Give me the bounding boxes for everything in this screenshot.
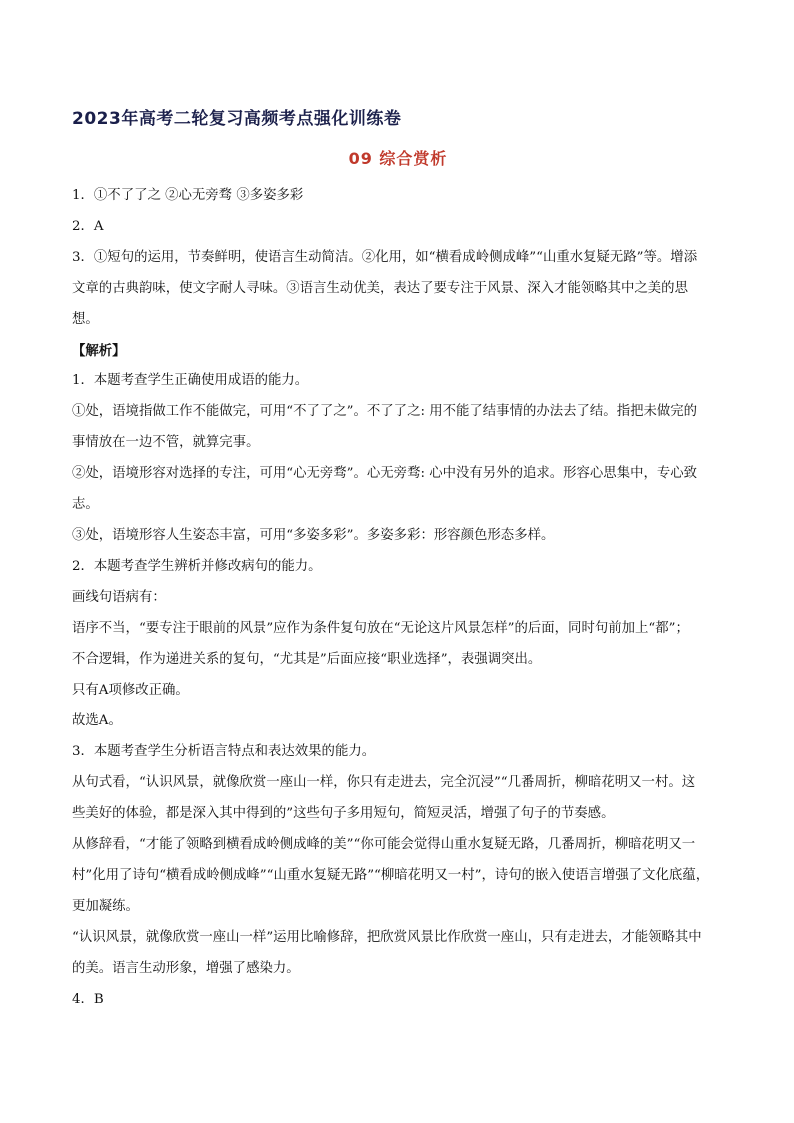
doc-subtitle: 09 综合赏析 bbox=[348, 149, 448, 168]
analysis-header: 【解析】 bbox=[72, 342, 126, 359]
answer-line: 1．①不了了之 ②心无旁骛 ③多姿多彩 bbox=[72, 188, 304, 203]
analysis-line: 不合逻辑，作为递进关系的复句，“尤其是”后面应接“职业选择”，表强调突出。 bbox=[72, 651, 542, 667]
analysis-line: 语序不当，“要专注于眼前的风景”应作为条件复句放在“无论这片风景怎样”的后面，同时句前加上“都”； bbox=[72, 620, 689, 636]
analysis-line: 志。 bbox=[72, 497, 99, 513]
analysis-line: 更加凝练。 bbox=[72, 898, 139, 914]
analysis-line: 只有A项修改正确。 bbox=[72, 682, 189, 698]
doc-body bbox=[72, 181, 724, 1015]
analysis-line: ①处，语境指做工作不能做完，可用“不了了之”。不了了之: 用不能了结事情的办法去了结。指把未做完的 bbox=[72, 404, 698, 420]
analysis-line: 画线句语病有： bbox=[72, 589, 166, 605]
answer-line: 文章的古典韵味，使文字耐人寻味。③语言生动优美，表达了要专注于风景、深入才能领略其中之美的思 bbox=[72, 280, 688, 296]
analysis-line: 2．本题考查学生辨析并修改病句的能力。 bbox=[72, 558, 322, 574]
analysis-line: 事情放在一边不管，就算完事。 bbox=[72, 435, 260, 451]
analysis-line: ③处，语境形容人生姿态丰富，可用“多姿多彩”。多姿多彩：形容颜色形态多样。 bbox=[72, 527, 555, 543]
analysis-line: “认识风景，就像欣赏一座山一样”运用比喻修辞，把欣赏风景比作欣赏一座山，只有走进去，才能领略其中 bbox=[72, 929, 702, 945]
analysis-line: 的美。语言生动形象，增强了感染力。 bbox=[72, 960, 300, 976]
analysis-line: 从修辞看，“才能了领略到横看成岭侧成峰的美”“你可能会觉得山重水复疑无路，几番周折，柳暗花明又一 bbox=[72, 837, 696, 853]
analysis-line: 从句式看，“认识风景，就像欣赏一座山一样，你只有走进去，完全沉浸”“几番周折，柳暗花明又一村。这 bbox=[72, 775, 696, 791]
answer-line: 想。 bbox=[72, 311, 99, 327]
analysis-line: 1．本题考查学生正确使用成语的能力。 bbox=[72, 373, 309, 389]
analysis-line: 些美好的体验，都是深入其中得到的”这些句子多用短句，简短灵活，增强了句子的节奏感。 bbox=[72, 806, 615, 822]
analysis-line: ②处，语境形容对选择的专注，可用“心无旁骛”。心无旁骛: 心中没有另外的追求。形容心思集中，专心致 bbox=[72, 466, 698, 482]
answer-line: 2．A bbox=[72, 218, 104, 234]
analysis-line: 村”化用了诗句“横看成岭侧成峰”“山重水复疑无路”“柳暗花明又一村”，诗句的嵌入使语言增强了文化底蕴， bbox=[72, 867, 710, 883]
doc-title: 2023年高考二轮复习高频考点强化训练卷 bbox=[72, 109, 402, 129]
analysis-line: 3．本题考查学生分析语言特点和表达效果的能力。 bbox=[72, 744, 376, 760]
answer-line: 3．①短句的运用，节奏鲜明，使语言生动简洁。②化用，如“横看成岭侧成峰”“山重水复疑无路”等。增添 bbox=[72, 249, 698, 265]
analysis-line: 故选A。 bbox=[72, 713, 122, 729]
analysis-line: 4．B bbox=[72, 991, 104, 1007]
